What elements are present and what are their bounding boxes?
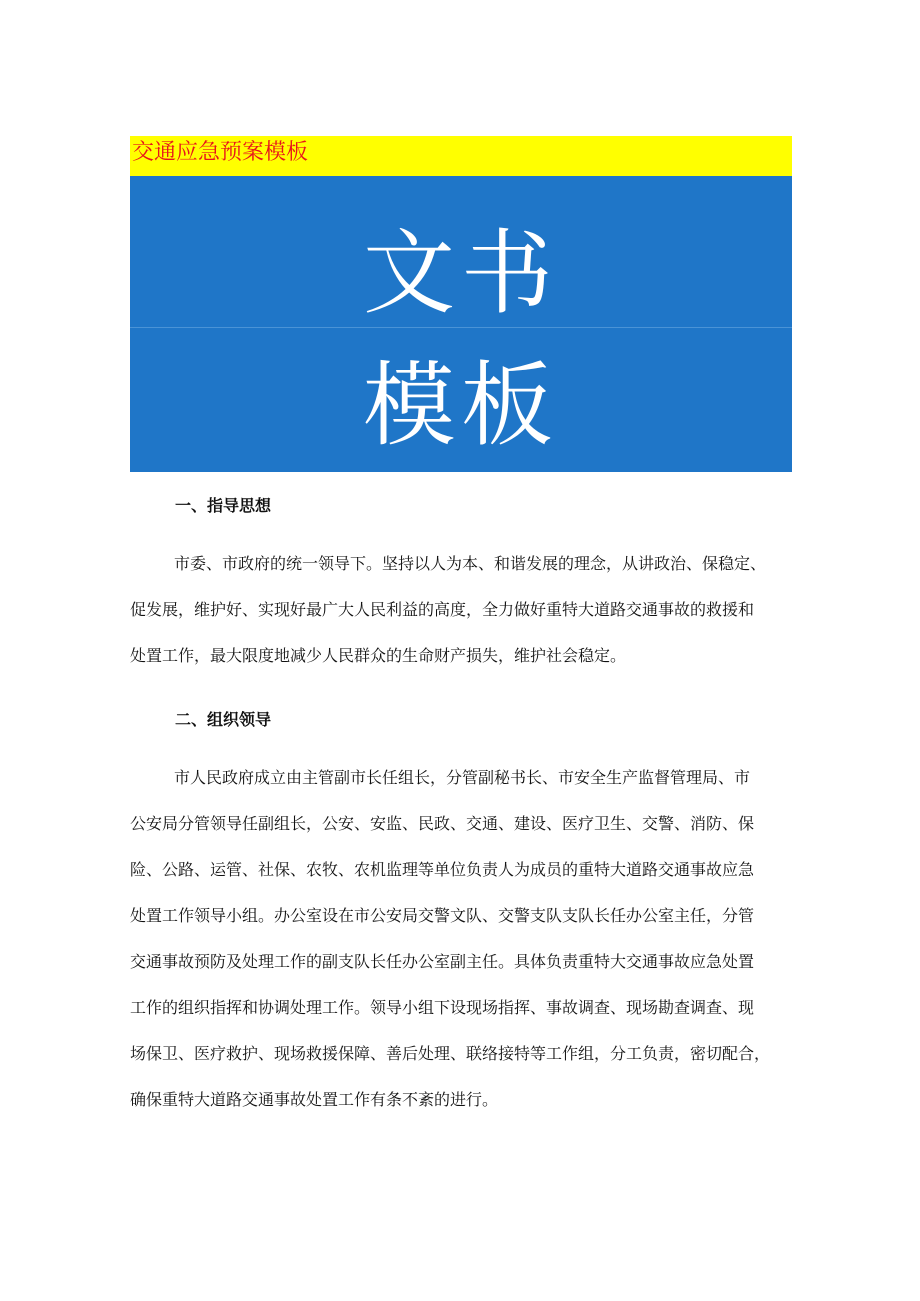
section-paragraph-guiding-ideology	[130, 541, 800, 679]
document-title-bar	[130, 136, 792, 176]
cover-banner	[130, 176, 792, 472]
cover-text-line-1: 文书	[362, 220, 559, 327]
paragraph-line: 市人民政府成立由主管副市长任组长，分管副秘书长、市安全生产监督管理局、市	[174, 768, 751, 787]
paragraph-line: 促发展，维护好、实现好最广大人民利益的高度，全力做好重特大道路交通事故的救援和	[130, 600, 755, 619]
cover-text-line-2: 模板	[362, 352, 559, 459]
document-title: 交通应急预案模板	[132, 140, 309, 165]
paragraph-line: 确保重特大道路交通事故处置工作有条不紊的进行。	[130, 1090, 499, 1109]
section-paragraph-organization-leadership	[130, 755, 800, 1123]
paragraph-line: 场保卫、医疗救护、现场救援保障、善后处理、联络接特等工作组，分工负责，密切配合，	[130, 1044, 771, 1063]
paragraph-line: 市委、市政府的统一领导下。坚持以人为本、和谐发展的理念，从讲政治、保稳定、	[174, 554, 767, 573]
paragraph-line: 工作的组织指挥和协调处理工作。领导小组下设现场指挥、事故调查、现场勘查调查、现	[130, 998, 755, 1017]
cover-divider	[130, 327, 792, 328]
paragraph-line: 处置工作，最大限度地减少人民群众的生命财产损失，维护社会稳定。	[130, 646, 627, 665]
section-heading-organization-leadership: 二、组织领导	[175, 710, 272, 729]
section-heading-guiding-ideology: 一、指导思想	[175, 496, 272, 515]
paragraph-line: 处置工作领导小组。办公室设在市公安局交警文队、交警支队支队长任办公室主任，分管	[130, 906, 755, 925]
paragraph-line: 公安局分管领导任副组长，公安、安监、民政、交通、建设、医疗卫生、交警、消防、保	[130, 814, 755, 833]
paragraph-line: 险、公路、运管、社保、农牧、农机监理等单位负责人为成员的重特大道路交通事故应急	[130, 860, 755, 879]
paragraph-line: 交通事故预防及处理工作的副支队长任办公室副主任。具体负责重特大交通事故应急处置	[130, 952, 755, 971]
